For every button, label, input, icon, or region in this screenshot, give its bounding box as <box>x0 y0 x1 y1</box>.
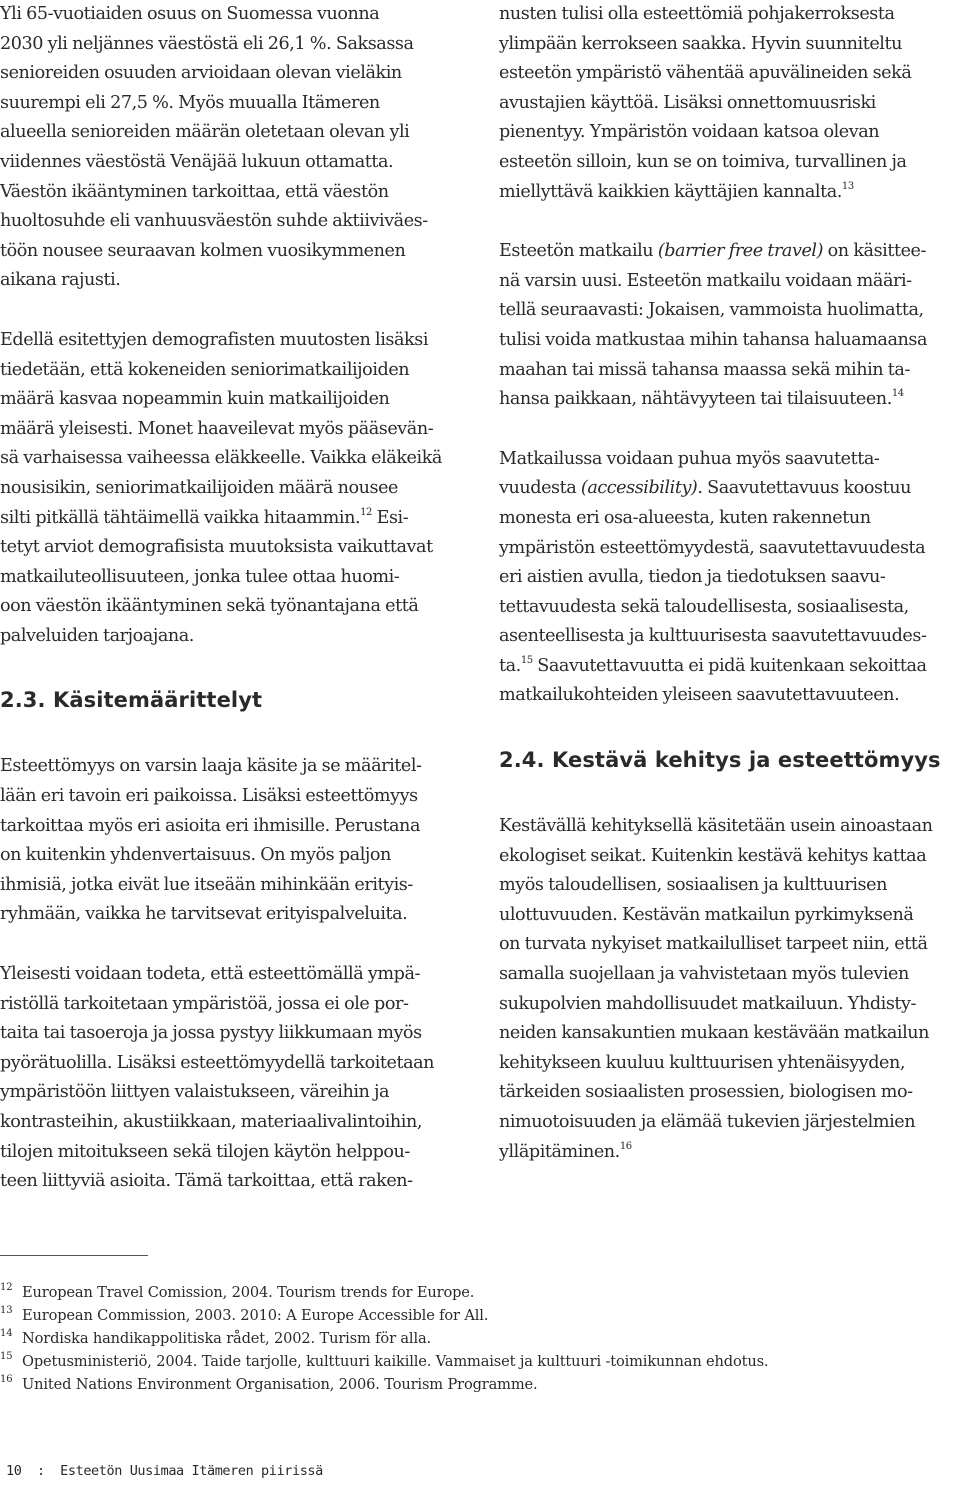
text-line: tellä seuraavasti: Jokaisen, vammoista huolimatta, <box>499 300 924 321</box>
text-line: ympäristöön liittyen valaistukseen, väreihin ja <box>0 1082 390 1103</box>
text-line: suurempi eli 27,5 %. Myös muualla Itämeren <box>0 92 380 113</box>
footnote-number: 12 <box>0 1282 13 1293</box>
footnote-text: European Travel Comission, 2004. Tourism trends for Europe. <box>22 1284 475 1301</box>
text-line: myös taloudellisen, sosiaalisen ja kulttuurisen <box>499 875 887 896</box>
text-line <box>499 474 960 504</box>
section-heading-2-3: 2.3. Käsitemäärittelyt <box>0 688 263 713</box>
text-line: ylimpään kerrokseen saakka. Hyvin suunniteltu <box>499 33 902 54</box>
footnote-ref-12: 12 <box>360 506 372 518</box>
footnote-text: Nordiska handikappolitiska rådet, 2002. Turism för alla. <box>22 1330 432 1347</box>
text-line: kehitykseen kuuluu kulttuurisen yhtenäisyyden, <box>499 1052 906 1073</box>
text-line: esteetön silloin, kun se on toimiva, turvallinen ja <box>499 151 907 172</box>
footnote-number: 15 <box>0 1351 13 1362</box>
text-line: tulisi voida matkustaa mihin tahansa haluamaansa <box>499 329 928 350</box>
text-line: määrä kasvaa nopeammin kuin matkailijoiden <box>0 389 390 410</box>
text-line: aikana rajusti. <box>0 270 121 291</box>
text-line: taita tai tasoeroja ja jossa pystyy liikkumaan myös <box>0 1023 422 1044</box>
text-run: Esi- <box>371 507 409 528</box>
footnote-item <box>0 1281 940 1304</box>
text-line: Esteettömyys on varsin laaja käsite ja se määritel- <box>0 756 422 777</box>
footnote-number: 16 <box>0 1374 13 1385</box>
text-run: hansa paikkaan, nähtävyyteen tai tilaisuuteen. <box>499 389 892 410</box>
text-line: monesta eri osa-alueesta, kuten rakennetun <box>499 507 871 528</box>
text-line: määrä yleisesti. Monet haaveilevat myös pääsevän- <box>0 418 434 439</box>
publication-title: Esteetön Uusimaa Itämeren piirissä <box>60 1463 323 1479</box>
text-line: on turvata nykyiset matkailulliset tarpeet niin, että <box>499 934 928 955</box>
paragraph-accessibility-definition <box>0 752 462 930</box>
section-heading-2-4: 2.4. Kestävä kehitys ja esteettömyys <box>499 748 941 773</box>
term-accessibility: (accessibility) <box>580 478 698 499</box>
text-line: huoltosuhde eli vanhuusväestön suhde aktiiviväes- <box>0 211 428 232</box>
text-line: ryhmään, vaikka he tarvitsevat erityispalveluita. <box>0 904 408 925</box>
text-line: esteetön ympäristö vähentää apuvälineiden sekä <box>499 63 912 84</box>
footnote-item <box>0 1327 940 1350</box>
footnote-ref-16: 16 <box>619 1140 632 1152</box>
text-line: maahan tai missä tahansa maassa sekä mihin ta- <box>499 359 910 380</box>
text-run: vuudesta <box>499 478 581 499</box>
text-line: ihmisiä, jotka eivät lue itseään mihinkään erityis- <box>0 874 413 895</box>
footnote-text: European Commission, 2003. 2010: A Europe Accessible for All. <box>22 1307 489 1324</box>
text-line <box>499 1138 960 1168</box>
text-line <box>499 385 960 415</box>
text-line: ympäristön esteettömyydestä, saavutettavuudesta <box>499 537 926 558</box>
text-line: nusten tulisi olla esteettömiä pohjakerroksesta <box>499 4 895 24</box>
footer-separator: : <box>36 1463 45 1479</box>
text-line <box>0 504 462 534</box>
footnote-item <box>0 1350 940 1373</box>
footnote-ref-15: 15 <box>520 655 533 667</box>
text-line: kontrasteihin, akustiikkaan, materiaalivalintoihin, <box>0 1112 422 1132</box>
text-line: pyörätuolilla. Lisäksi esteettömyydellä tarkoitetaan <box>0 1052 435 1073</box>
text-run: ta. <box>499 655 521 676</box>
footnotes <box>0 1281 940 1396</box>
text-line: tärkeiden sosiaalisten prosessien, biologisen mo- <box>499 1082 913 1103</box>
right-column <box>499 0 960 1167</box>
text-line: lään eri tavoin eri paikoissa. Lisäksi esteettömyys <box>0 786 418 807</box>
paragraph-barrier-free-travel <box>499 237 960 415</box>
page-number: 10 <box>6 1463 22 1479</box>
text-line: ulottuvuuden. Kestävän matkailun pyrkimyksenä <box>499 904 914 925</box>
text-line: pienentyy. Ympäristön voidaan katsoa olevan <box>499 122 880 143</box>
paragraph-sustainable-development <box>499 812 960 1167</box>
text-line <box>499 237 960 267</box>
footnote-ref-14: 14 <box>891 388 904 400</box>
text-line: sä varhaisessa vaiheessa eläkkeelle. Vaikka eläkeikä <box>0 448 442 469</box>
text-line: eri aistien avulla, tiedon ja tiedotuksen saavu- <box>499 567 886 588</box>
text-line: samalla suojellaan ja vahvistetaan myös tulevien <box>499 964 909 985</box>
text-line: matkailukohteiden yleiseen saavutettavuuteen. <box>499 685 900 706</box>
page-footer <box>6 1462 323 1480</box>
text-line: viidennes väestöstä Venäjää lukuun ottamatta. <box>0 151 394 172</box>
text-run: ylläpitäminen. <box>499 1141 620 1162</box>
text-run: Esteetön matkailu <box>499 241 658 262</box>
text-line: ekologiset seikat. Kuitenkin kestävä kehitys kattaa <box>499 845 927 866</box>
footnote-number: 13 <box>0 1305 13 1316</box>
text-line: matkailuteollisuuteen, jonka tulee ottaa huomi- <box>0 566 400 587</box>
paragraph-building-accessibility <box>499 0 960 207</box>
text-line: senioreiden osuuden arvioidaan olevan vieläkin <box>0 63 402 84</box>
text-line: alueella senioreiden määrän oletetaan olevan yli <box>0 122 410 143</box>
paragraph-population-share <box>0 0 462 296</box>
footnote-item <box>0 1304 940 1327</box>
text-line: töön nousee seuraavan kolmen vuosikymmenen <box>0 240 406 261</box>
footnote-ref-13: 13 <box>841 180 854 192</box>
text-run: silti pitkällä tähtäimellä vaikka hitaammin. <box>0 507 361 528</box>
text-line: tarkoittaa myös eri asioita eri ihmisille. Perustana <box>0 815 420 836</box>
text-line: nimuotoisuuden ja elämää tukevien järjestelmien <box>499 1112 916 1132</box>
text-line: nousisikin, seniorimatkailijoiden määrä nousee <box>0 477 399 498</box>
paragraph-accessible-environment <box>0 960 462 1197</box>
text-line: tilojen mitoitukseen sekä tilojen käytön helppou- <box>0 1141 410 1162</box>
text-run: . Saavutettavuus koostuu <box>697 478 911 499</box>
footnote-text: Opetusministeriö, 2004. Taide tarjolle, kulttuuri kaikille. Vammaiset ja kulttuuri -toimikunnan ehdotus. <box>22 1353 769 1370</box>
footnote-number: 14 <box>0 1328 13 1339</box>
text-line: Yleisesti voidaan todeta, että esteettömällä ympä- <box>0 964 420 985</box>
text-line: tettavuudesta sekä taloudellisesta, sosiaalisesta, <box>499 596 909 617</box>
text-line: neiden kansakuntien mukaan kestävään matkailun <box>499 1023 930 1044</box>
text-line: Matkailussa voidaan puhua myös saavutetta- <box>499 448 880 469</box>
text-run: Saavutettavuutta ei pidä kuitenkaan sekoittaa <box>532 655 927 676</box>
text-line: Edellä esitettyjen demografisten muutosten lisäksi <box>0 329 428 350</box>
footnote-text: United Nations Environment Organisation, 2006. Tourism Programme. <box>22 1376 538 1393</box>
text-line: tetyt arviot demografisista muutoksista vaikuttavat <box>0 537 433 558</box>
text-line: sukupolvien mahdollisuudet matkailuun. Yhdisty- <box>499 993 916 1014</box>
text-line <box>499 178 960 208</box>
text-line: palveluiden tarjoajana. <box>0 625 194 646</box>
text-line: tiedetään, että kokeneiden seniorimatkailijoiden <box>0 359 410 380</box>
text-line <box>499 652 960 682</box>
footnote-divider <box>0 1255 148 1256</box>
footnote-item <box>0 1373 940 1396</box>
text-run: miellyttävä kaikkien käyttäjien kannalta. <box>499 181 842 202</box>
text-line: Väestön ikääntyminen tarkoittaa, että väestön <box>0 181 389 202</box>
text-line: ristöllä tarkoitetaan ympäristöä, jossa ei ole por- <box>0 993 409 1014</box>
text-line: Yli 65-vuotiaiden osuus on Suomessa vuonna <box>0 4 380 24</box>
term-barrier-free-travel: (barrier free travel) <box>657 241 824 262</box>
paragraph-accessibility-concept <box>499 445 960 711</box>
text-line: on kuitenkin yhdenvertaisuus. On myös paljon <box>0 845 391 866</box>
text-line: nä varsin uusi. Esteetön matkailu voidaan määri- <box>499 270 912 291</box>
left-column <box>0 0 462 1197</box>
text-line: asenteellisesta ja kulttuurisesta saavutettavuudes- <box>499 626 927 647</box>
text-line: Kestävällä kehityksellä käsitetään usein ainoastaan <box>499 816 933 837</box>
text-line: 2030 yli neljännes väestöstä eli 26,1 %. Saksassa <box>0 33 414 54</box>
text-line: teen liittyviä asioita. Tämä tarkoittaa, että raken- <box>0 1171 413 1192</box>
text-line: oon väestön ikääntyminen sekä työnantajana että <box>0 596 419 617</box>
text-run: on käsittee- <box>823 241 926 262</box>
text-line: avustajien käyttöä. Lisäksi onnettomuusriski <box>499 92 876 113</box>
paragraph-demographic-changes <box>0 326 462 652</box>
